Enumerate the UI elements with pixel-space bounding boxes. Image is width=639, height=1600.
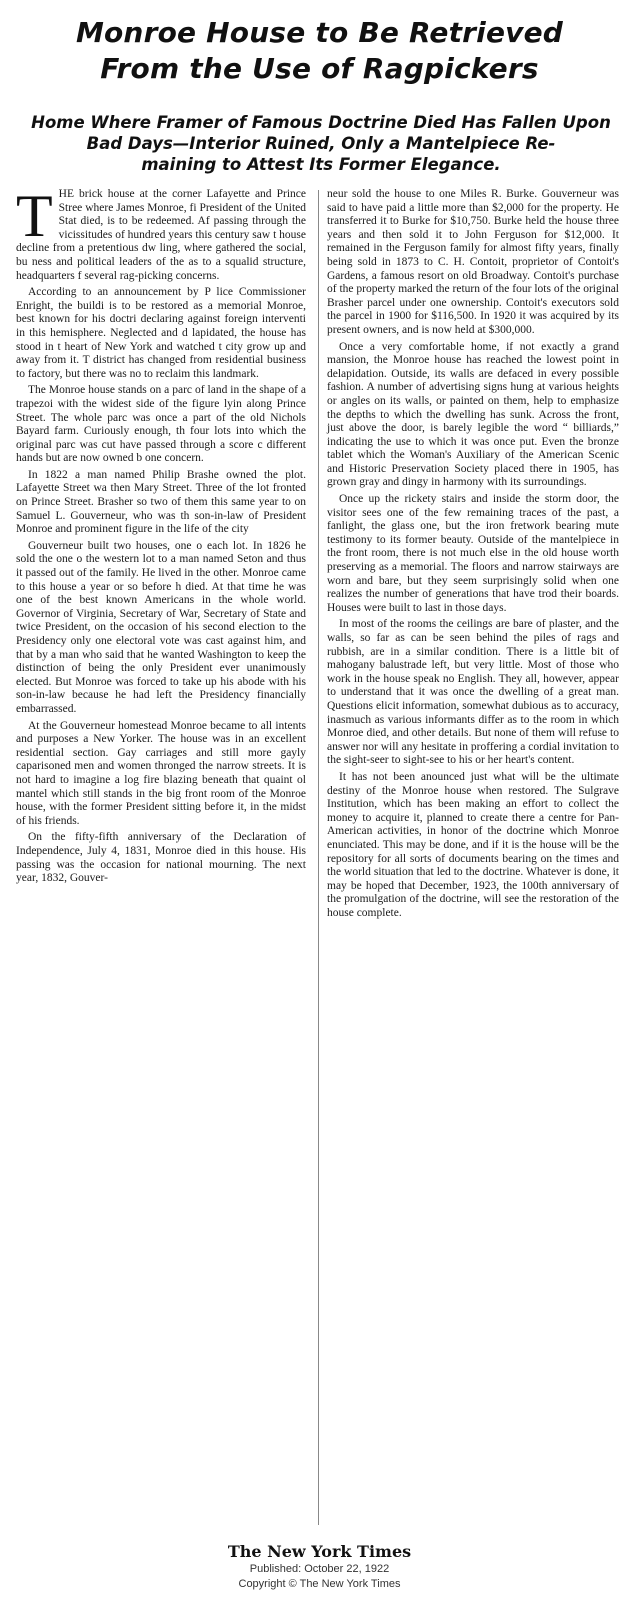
paragraph: Once up the rickety stairs and inside the storm door, the visitor sees one of the few remaining traces of the past, a fanlight, the glass one, but the iron fretwork bearing mute testimony to its former beauty. Outside of the mantelpiece in the front room, there is not much else in the old house worth preserving as a memorial. The floors and narrow stairways are worn and bare, but they seem surprisingly solid when one realizes the number of generations that have trod their boards. Houses were built to last in those days. <box>327 493 619 614</box>
paragraph: Gouverneur built two houses, one o each lot. In 1826 he sold the one o the western lot to a man named Seton and thus it passed out of the family. He lived in the other. Monroe came to this house a year or so before h died. At that time he was one of the best known Americans in the whole world. Governor of Virginia, Secretary of War, Secretary of State and twice President, on the occasion of his second election to the Presidency only one electoral vote was cast against him, and that by a man who said that he wanted Washington to keep the distinction of being the only President ever unanimously elected. But Monroe was forced to take up his abode with his son-in-law because he had left the Presidency financially embarrassed. <box>16 539 306 715</box>
paragraph: In 1822 a man named Philip Brashe owned the plot. Lafayette Street wa then Mary Street. Three of the lot fronted on Prince Street. Brasher so two of them this same year to on Samuel L. Gouverneur, who was th son-in-law of President Monroe and prominent figure in the life of the city <box>16 468 306 536</box>
paragraph: According to an announcement by P lice Commissioner Enright, the buildi is to be restored as a memorial Monroe, best known for his doctri declaring against foreign interventi in this hemisphere. Neglected and d lapidated, the house has stood in t heart of New York and watched t city grow up and away from it. T district has changed from residential business to factory, but there was no to reclaim this landmark. <box>16 286 306 380</box>
paragraph: Once a very comfortable home, if not exactly a grand mansion, the Monroe house has reached the lowest point in delapidation. Outside, its walls are defaced in every possible fashion. A number of advertising signs hung at various heights or angles on its walls, or painted on them, help to emphasize the depths to which the dwelling has sunk. Across the front, just above the door, is barely legible the word “ billiards,” indicating the use to which it was once put. Even the bronze tablet which the Woman's Auxiliary of the American Scenic and Historic Preservation Society placed there in 1905, has grown gray and dingy in harmony with its surroundings. <box>327 340 619 489</box>
paragraph: On the fifty-fifth anniversary of the Declaration of Independence, July 4, 1831, Monroe died in this house. His passing was the occasion for national mourning. The next year, 1832, Gouver- <box>16 831 306 885</box>
nyt-masthead-logo: The New York Times <box>227 1542 412 1561</box>
published-date: Published: October 22, 1922 <box>249 1563 390 1575</box>
headline-line-2: From the Use of Ragpickers <box>100 52 539 85</box>
deck-line-2: Bad Days—Interior Ruined, Only a Mantelpiece Re- <box>86 134 556 153</box>
deck-line-1: Home Where Framer of Famous Doctrine Died Has Fallen Upon <box>31 113 611 132</box>
paragraph: In most of the rooms the ceilings are bare of plaster, and the walls, so far as can be seen behind the piles of rags and rubbish, are in a similar condition. There is a little bit of mahogany balustrade left, but very little. Most of those who work in the house speak no English. They all, however, appear to understand that it was once the dwelling of a great man. Questions elicit information, somewhat dubious as to accuracy, inasmuch as various informants differ as to the room in which Monroe died, and other details. But none of them will refuse to answer nor will any hesitate in proffering a cordial invitation to the sight-seer to sight-see to his or her heart's content. <box>327 618 619 767</box>
drop-cap: T <box>16 183 53 249</box>
paragraph: neur sold the house to one Miles R. Burke. Gouverneur was said to have paid a little more than $2,000 for the property. He transferred it to Burke for $10,750. Burke held the house three years and then sold it to John Ferguson for $12,000. It remained in the Ferguson family for almost fifty years, finally being sold in 1873 to C. H. Contoit, proprietor of Contoit's Gardens, a famous resort on old Broadway. Contoit's purchase of the property marked the return of the four lots of the original Brasher parcel under one ownership. Contoit's executors sold the parcel in 1900 for $116,500. In 1920 it was acquired by its present owners, and is now held at $300,000. <box>327 188 619 336</box>
paragraph: At the Gouverneur homestead Monroe became to all intents and purposes a New Yorker. The house was in an excellent residential section. Gay carriages and still more gayly caparisoned men and women thronged the narrow streets. It is not hard to imagine a log fire blazing beneath that quaint ol mantel which still stands in the big front room of the Monroe house, with the former President sitting before it, in the midst of his friends. <box>16 719 306 827</box>
paragraph: HE brick house at the corner Lafayette and Prince Stree where James Monroe, fi President of the United Stat died, is to be redeemed. Af passing through the vicissitudes of hundred years this century saw t house decline from a pretentious dw ling, where gathered the social, bu ness and political leaders of the as to a squalid structure, headquarters f several rag-picking concerns. <box>16 188 306 282</box>
column-divider <box>318 190 319 1525</box>
deck-line-3: maining to Attest Its Former Elegance. <box>141 155 501 174</box>
paragraph: It has not been anounced just what will be the ultimate destiny of the Monroe house when restored. The Sulgrave Institution, which has been making an effort to collect the money to acquire it, planned to create there a centre for Pan-American activities, in honor of the doctrine which Monroe enunciated. This may be done, and if it is the house will be the repository for all sorts of documents bearing on the times and the world situation that led to the doctrine. Whatever is done, it may be hoped that December, 1923, the 100th anniversary of the promulgation of the doctrine, will see the restoration of the house complete. <box>327 770 619 919</box>
paragraph: The Monroe house stands on a parc of land in the shape of a trapezoi with the widest side of the figure lyin along Prince Street. The whole parc was once a part of the old Nichols Bayard farm. Curiously enough, th four lots into which the original parc was cut have passed through a score c different hands but are now owned b one concern. <box>16 384 306 465</box>
copyright-notice: Copyright © The New York Times <box>238 1578 401 1590</box>
article-column-right <box>327 188 619 923</box>
article-column-left <box>16 183 306 889</box>
headline-line-1: Monroe House to Be Retrieved <box>75 16 564 49</box>
